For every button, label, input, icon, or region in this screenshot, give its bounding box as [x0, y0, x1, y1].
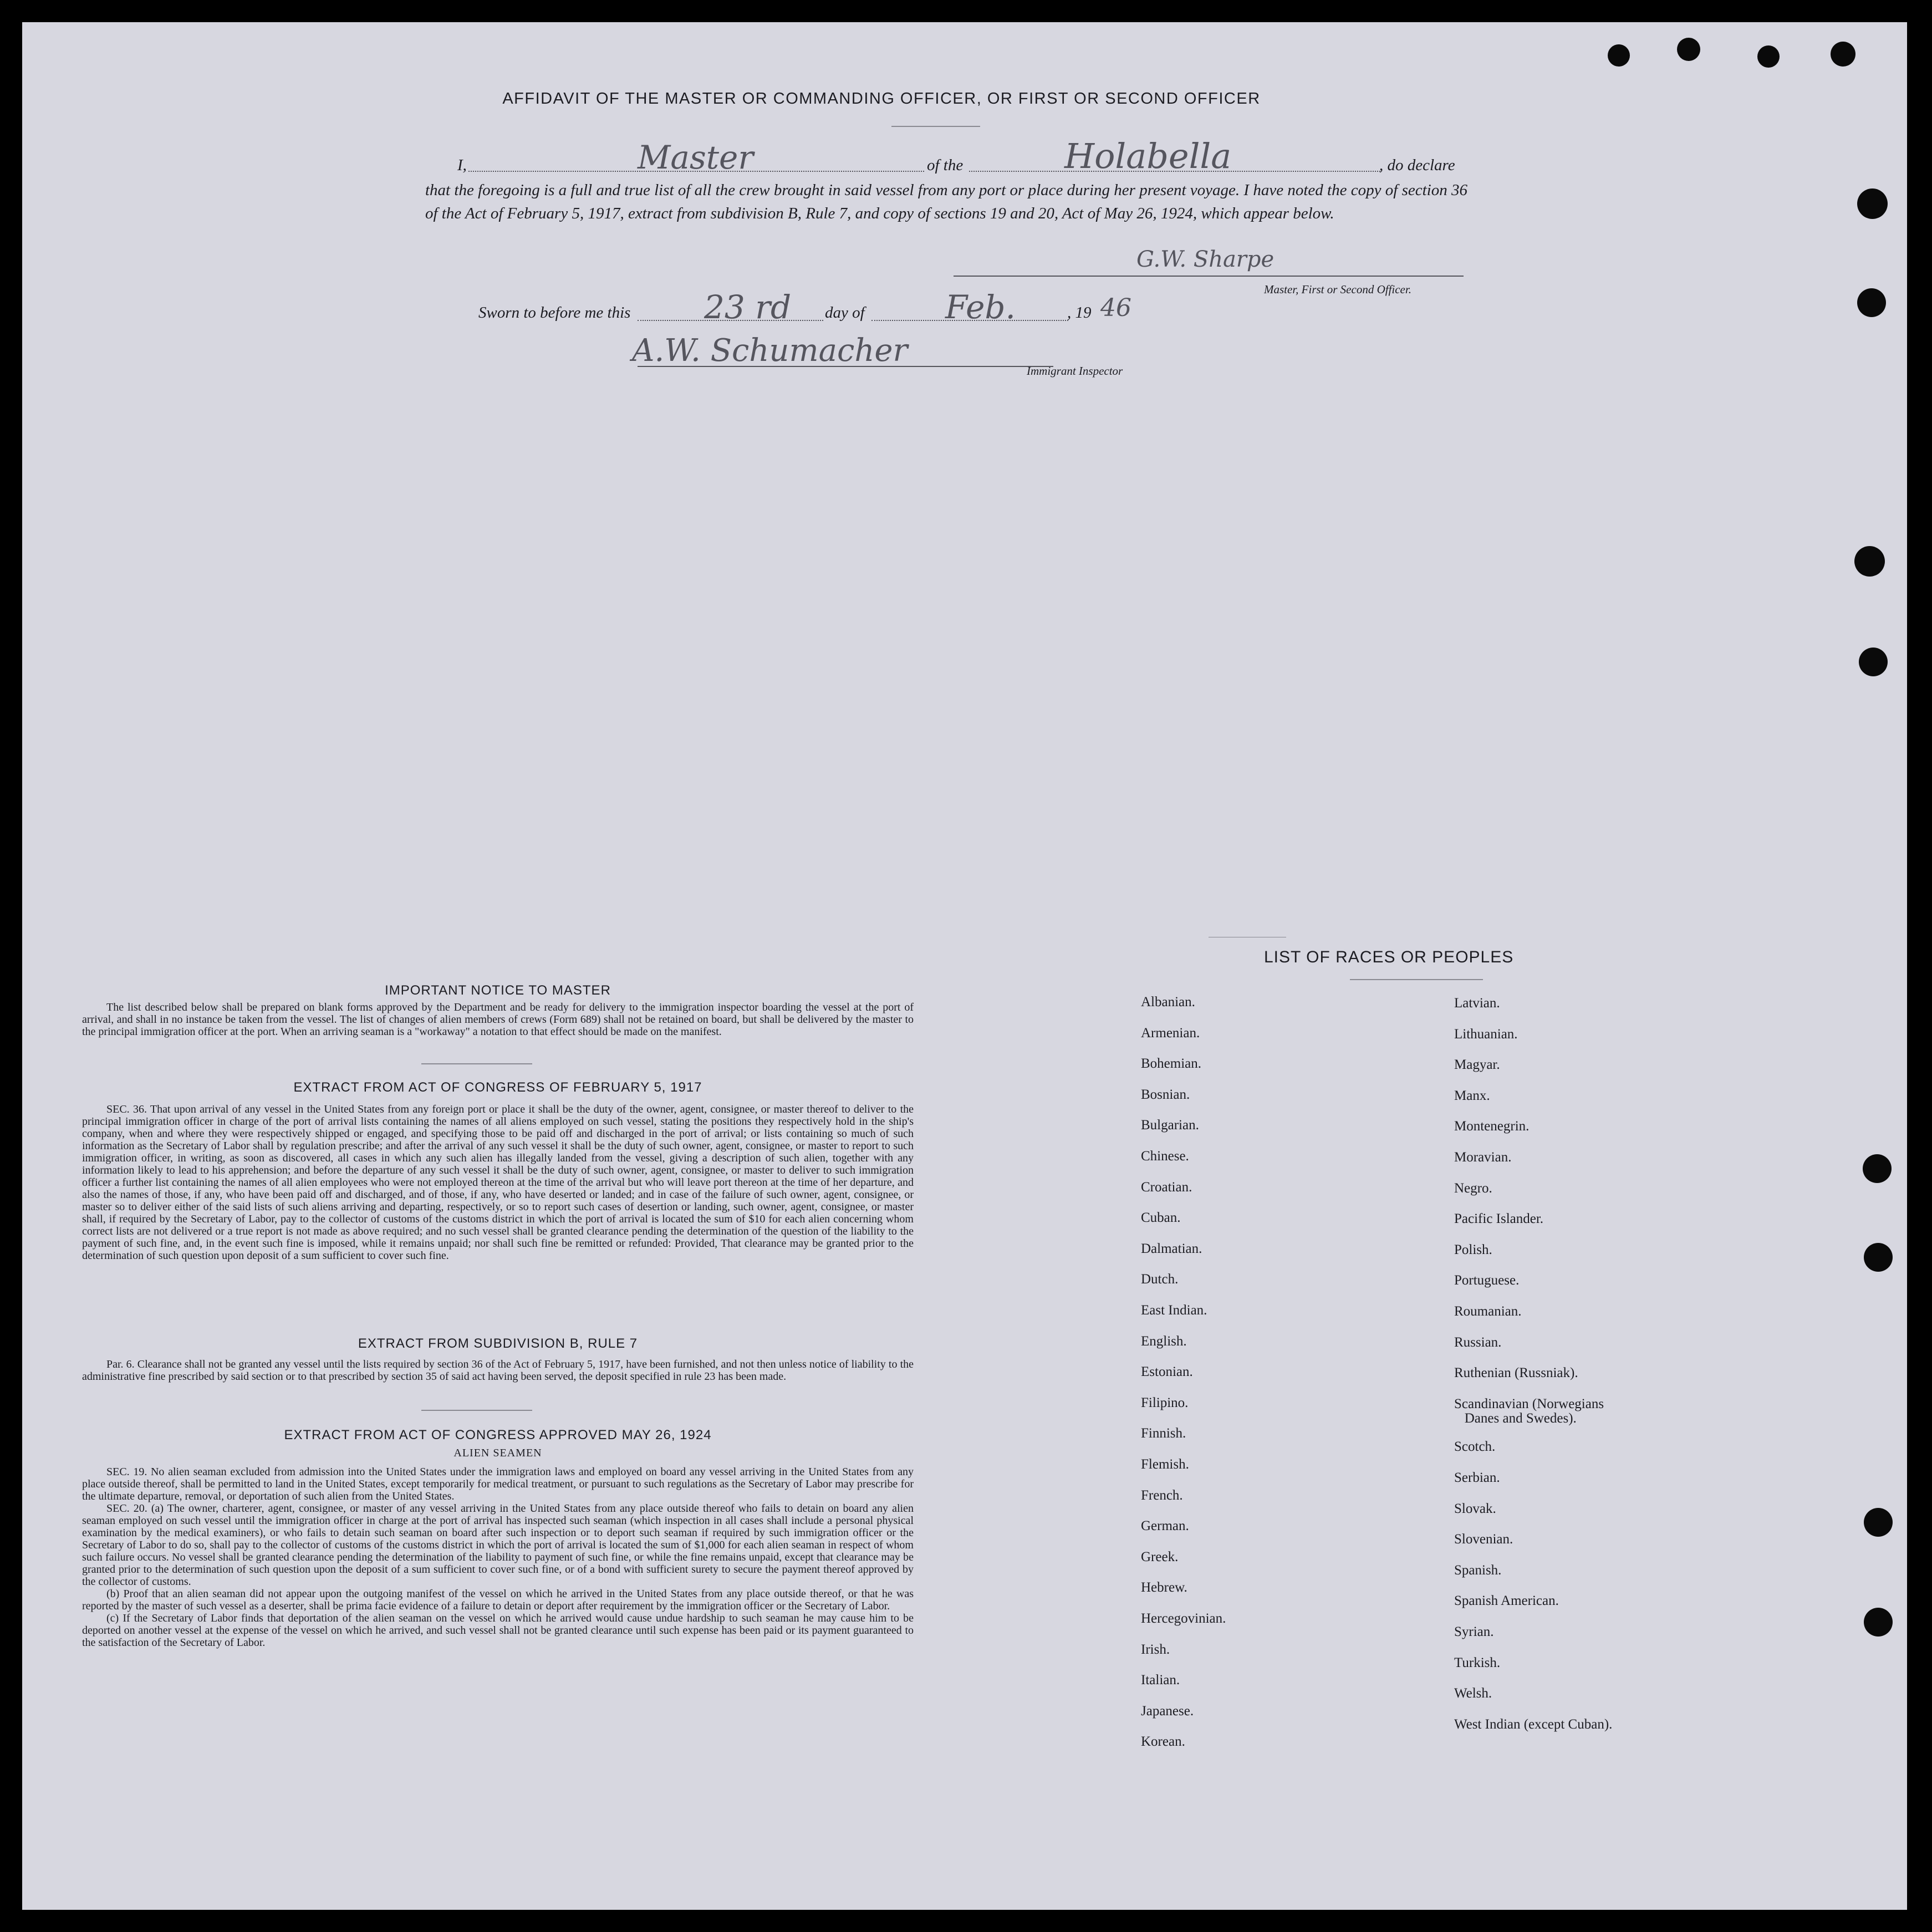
master-signature: G.W. Sharpe	[1136, 247, 1275, 272]
extract-1924-body	[82, 1466, 914, 1649]
race-item: Serbian.	[1454, 1470, 1500, 1485]
race-item: Russian.	[1454, 1334, 1502, 1350]
year-value: 46	[1100, 294, 1131, 322]
race-item: Cuban.	[1141, 1210, 1181, 1226]
race-item: Portuguese.	[1454, 1273, 1520, 1288]
race-item: Chinese.	[1141, 1149, 1189, 1164]
extract-1924-paragraph: (b) Proof that an alien seaman did not appear upon the outgoing manifest of the vessel on which he arrived in the United States from any place outside thereof, or that he was reported by the master of such vessel as a deserter, shall be prima facie evidence of a failure to detain or deport after requirement by the immigration officer or the Secretary of Labor.	[82, 1588, 914, 1612]
form-page	[22, 22, 1907, 1910]
punch-hole	[1608, 44, 1630, 67]
race-item: Pacific Islander.	[1454, 1211, 1544, 1227]
extract-1924-subtitle: ALIEN SEAMEN	[453, 1447, 542, 1459]
race-item: Hebrew.	[1141, 1580, 1187, 1595]
inspector-signature: A.W. Schumacher	[632, 333, 908, 369]
extract-rule7-title: EXTRACT FROM SUBDIVISION B, RULE 7	[358, 1336, 638, 1351]
punch-hole	[1677, 38, 1700, 61]
extract-1924-paragraph: (c) If the Secretary of Labor finds that deportation of the alien seaman on the vessel on which he arrived would cause undue hardship to such seaman he may cause him to be deported on another vessel at the expense of the vessel on which he arrived, and such vessel shall not be granted clearance until such expense has been paid or its payment guaranteed to the satisfaction of the Secretary of Labor.	[82, 1612, 914, 1649]
race-item: Welsh.	[1454, 1686, 1492, 1701]
race-item: East Indian.	[1141, 1303, 1207, 1318]
notice-paragraph: The list described below shall be prepared on blank forms approved by the Department and be ready for delivery to the immigration inspector boarding the vessel at the port of arrival, and shall in no instance be taken from the vessel. The list of changes of alien members of crews (Form 689) shall not be retained on board, but shall be delivered by the master to the principal immigration officer at the port. When an arriving seaman is a "workaway" a notation to that effect should be made on the manifest.	[82, 1001, 914, 1038]
year-prefix: , 19	[1067, 304, 1092, 322]
declare-label: , do declare	[1379, 156, 1455, 174]
race-item: Turkish.	[1454, 1655, 1501, 1670]
race-item: Manx.	[1454, 1088, 1490, 1103]
race-item: Negro.	[1454, 1180, 1492, 1196]
extract-1917-body	[82, 1103, 914, 1262]
of-the-label: of the	[927, 156, 964, 174]
race-item: Slovenian.	[1454, 1532, 1513, 1547]
punch-hole	[1757, 45, 1780, 68]
punch-hole	[1864, 1608, 1893, 1637]
race-item: Ruthenian (Russniak).	[1454, 1365, 1578, 1381]
race-item: Bohemian.	[1141, 1056, 1202, 1072]
race-item: Dutch.	[1141, 1272, 1179, 1287]
rule7-divider	[421, 1410, 532, 1411]
races-title: LIST OF RACES OR PEOPLES	[1264, 948, 1514, 966]
title-divider	[891, 126, 980, 127]
race-item: Montenegrin.	[1454, 1119, 1530, 1134]
punch-hole	[1831, 42, 1855, 67]
race-item: Estonian.	[1141, 1364, 1193, 1380]
race-item: Moravian.	[1454, 1150, 1512, 1165]
race-item: Lithuanian.	[1454, 1026, 1518, 1042]
race-item: Croatian.	[1141, 1179, 1192, 1195]
race-item: Dalmatian.	[1141, 1241, 1202, 1256]
notice-title: IMPORTANT NOTICE TO MASTER	[385, 983, 611, 998]
vessel-value: Holabella	[1064, 136, 1232, 176]
master-signature-line	[954, 276, 1464, 277]
inspector-caption: Immigrant Inspector	[1027, 364, 1123, 378]
extract-rule7-paragraph: Par. 6. Clearance shall not be granted any vessel until the lists required by section 36 of the Act of February 5, 1917, have been furnished, and not then unless notice of liability to the administrative fine prescribed by said section or to that prescribed by section 35 of said act having been served, the deposit specified in rule 23 has been made.	[82, 1358, 914, 1383]
month-value: Feb.	[945, 288, 1016, 326]
race-item: Flemish.	[1141, 1457, 1189, 1472]
races-divider	[1350, 979, 1483, 980]
race-item: Spanish.	[1454, 1562, 1502, 1578]
extract-rule7-body	[82, 1358, 914, 1383]
punch-hole	[1854, 546, 1885, 577]
race-item: Polish.	[1454, 1242, 1492, 1257]
race-item: Magyar.	[1454, 1057, 1500, 1073]
day-value: 23 rd	[704, 288, 792, 326]
punch-hole	[1864, 1508, 1893, 1537]
race-item: English.	[1141, 1333, 1187, 1349]
punch-hole	[1859, 648, 1888, 676]
race-item: German.	[1141, 1518, 1189, 1534]
race-item: Roumanian.	[1454, 1304, 1522, 1319]
affidavit-body: that the foregoing is a full and true list of all the crew brought in said vessel from any port or place during her present voyage. I have noted the copy of section 36 of the Act of February 5, 1917, extract from subdivision B, Rule 7, and copy of sections 19 and 20, Act of May 26, 1924, which appear below.	[425, 181, 1467, 222]
master-caption: Master, First or Second Officer.	[1264, 283, 1411, 296]
race-item: Greek.	[1141, 1549, 1179, 1564]
race-item: Bosnian.	[1141, 1087, 1190, 1102]
extract-1924-paragraph: SEC. 19. No alien seaman excluded from admission into the United States under the immigration laws and employed on board any vessel arriving in the United States from any place outside thereof, shall be permitted to land in the United States, except temporarily for medical treatment, or pursuant to such regulations as the Secretary of Labor may prescribe for the ultimate departure, removal, or deportation of such alien from the United States.	[82, 1466, 914, 1502]
notice-body	[82, 1001, 914, 1038]
race-item: Slovak.	[1454, 1501, 1496, 1516]
race-item: Albanian.	[1141, 995, 1195, 1010]
race-item: Bulgarian.	[1141, 1118, 1199, 1133]
race-item: Hercegovinian.	[1141, 1611, 1226, 1626]
race-item: West Indian (except Cuban).	[1454, 1716, 1613, 1732]
race-item: Armenian.	[1141, 1025, 1200, 1041]
race-item: Latvian.	[1454, 996, 1500, 1011]
affidavit-title: AFFIDAVIT OF THE MASTER OR COMMANDING OFFICER, OR FIRST OR SECOND OFFICER	[502, 90, 1261, 108]
extract-1917-title: EXTRACT FROM ACT OF CONGRESS OF FEBRUARY 5, 1917	[293, 1080, 702, 1095]
race-item: Irish.	[1141, 1642, 1170, 1657]
i-value: Master	[638, 139, 754, 176]
race-item: Italian.	[1141, 1673, 1180, 1688]
race-item: Korean.	[1141, 1734, 1185, 1750]
race-item: Japanese.	[1141, 1703, 1194, 1719]
sworn-label: Sworn to before me this	[478, 304, 631, 322]
punch-hole	[1863, 1154, 1892, 1183]
race-item: Spanish American.	[1454, 1593, 1559, 1609]
extract-1924-paragraph: SEC. 20. (a) The owner, charterer, agent, consignee, or master of any vessel arriving in the United States from any place outside thereof who fails to detain on board any alien seaman employed on such vessel until the immigration officer in charge at the port of arrival has inspected such seaman (which inspection in all cases shall include a personal physical examination by the medical examiners), or who fails to detain such seaman on board after such inspection or to deport such seaman if required by such immigration officer or the Secretary of Labor to do so, shall pay to the collector of customs of the customs district in which the port of arrival is located the sum of $1,000 for each alien seaman in respect of whom such failure occurs. No vessel shall be granted clearance pending the determination of the liability to payment of such fine, or while the fine remains unpaid, except that clearance may be granted prior to the determination of such question upon the deposit of a sum sufficient to cover such fine, or of a bond with sufficient surety to secure the payment thereof approved by the collector of customs.	[82, 1502, 914, 1588]
notice-divider	[421, 1063, 532, 1064]
race-item: Finnish.	[1141, 1426, 1186, 1441]
race-item: Scotch.	[1454, 1439, 1496, 1455]
race-item: French.	[1141, 1487, 1183, 1503]
day-of-label: day of	[825, 304, 865, 322]
punch-hole	[1857, 288, 1886, 317]
punch-hole	[1857, 188, 1888, 219]
punch-hole	[1864, 1243, 1893, 1272]
race-item: Filipino.	[1141, 1395, 1189, 1410]
race-item: Scandinavian (Norwegians Danes and Swedes).	[1454, 1396, 1604, 1426]
race-item: Syrian.	[1454, 1624, 1494, 1639]
extract-1917-paragraph: SEC. 36. That upon arrival of any vessel in the United States from any foreign port or place it shall be the duty of the owner, agent, consignee, or master thereof to deliver to the principal immigration officer in charge of the port of arrival lists containing the names of all aliens employed on such vessel, stating the positions they respectively hold in the ship's company, when and where they were respectively shipped or engaged, and specifying those to be paid off and discharged in the port of arrival; or lists containing so much of such information as the Secretary of Labor shall by regulation prescribe; and after the arrival of any such vessel it shall be the duty of such owner, agent, consignee, or master to report to such immigration officer, in writing, as soon as discovered, all cases in which any such alien has illegally landed from the vessel, giving a description of such alien, together with any information likely to lead to his apprehension; and before the departure of any such vessel it shall be the duty of such owner, agent, consignee, or master to deliver to such immigration officer a further list containing the names of all alien employees who were not employed thereon at the time of the arrival but who will leave port thereon at the time of her departure, and also the names of those, if any, who have been paid off and discharged, and of those, if any, who have deserted or landed; and in case of the failure of such owner, agent, consignee, or master so to deliver either of the said lists of such aliens arriving and departing, respectively, or so to report such cases of desertion or landing, such owner, agent, consignee, or master shall, if required by the Secretary of Labor, pay to the collector of customs of the customs district in which the port of arrival is located the sum of $10 for each alien concerning whom correct lists are not delivered or a true report is not made as above required; and no such vessel shall be granted clearance pending the determination of the question of the liability to the payment of such fine, and, in the event such fine is imposed, while it remains unpaid; nor shall such fine be remitted or refunded: Provided, That clearance may be granted prior to the determination of such question upon deposit of a sum sufficient to cover such fine.	[82, 1103, 914, 1262]
i-label: I,	[457, 156, 467, 174]
extract-1924-title: EXTRACT FROM ACT OF CONGRESS APPROVED MAY 26, 1924	[284, 1428, 712, 1442]
